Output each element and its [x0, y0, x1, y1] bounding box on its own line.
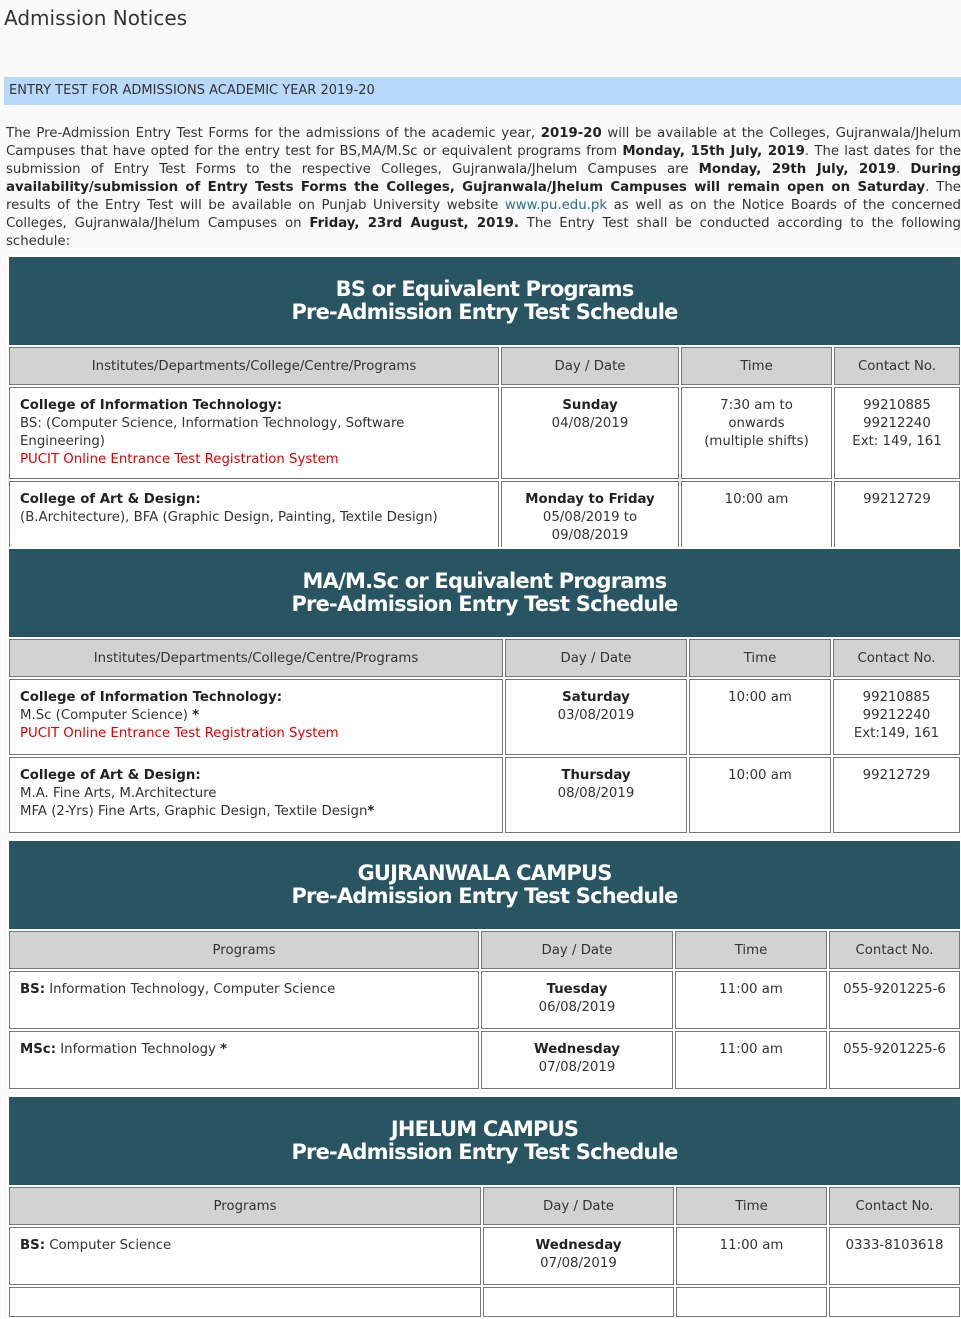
ma-table-title: [9, 549, 960, 637]
date-cell: [481, 1031, 673, 1089]
test-day: Tuesday: [546, 982, 608, 997]
institute-cell: [9, 387, 499, 479]
section-banner: ENTRY TEST FOR ADMISSIONS ACADEMIC YEAR 2019-20: [4, 77, 961, 105]
col-header-programs: Programs: [9, 931, 479, 969]
table-row: [9, 679, 960, 755]
program-list: M.Sc (Computer Science): [20, 708, 193, 723]
test-date: 06/08/2019: [538, 1000, 616, 1015]
col-header-programs: Programs: [9, 1187, 481, 1225]
contact-cell: 0333-8103618: [829, 1227, 960, 1285]
intro-bold: Friday, 23rd August, 2019.: [309, 216, 519, 231]
asterisk-mark: *: [367, 804, 375, 819]
test-day: Sunday: [562, 398, 618, 413]
date-cell: [501, 481, 679, 557]
contact-extension: Ext:149, 161: [853, 726, 940, 741]
intro-text: as well as on the Notice Boards of the concerned Colleges, Gujranwala/Jhelum Campuses on: [6, 198, 961, 231]
table-row: [9, 757, 960, 833]
bs-title-line1: BS or Equivalent Programs: [335, 277, 634, 301]
contact-cell: 055-9201225-6: [829, 971, 960, 1029]
program-list: Information Technology: [56, 1042, 221, 1057]
asterisk-mark: *: [220, 1042, 228, 1057]
test-day: Wednesday: [534, 1042, 620, 1057]
col-header-time: Time: [689, 639, 831, 677]
contact-number: 99210885: [862, 690, 931, 705]
contact-number: 99210885: [863, 398, 931, 413]
contact-cell: 99212729: [833, 757, 960, 833]
institute-cell: [9, 679, 503, 755]
gujranwala-title-line2: Pre-Admission Entry Test Schedule: [291, 884, 678, 908]
col-header-institutes: Institutes/Departments/College/Centre/Programs: [9, 347, 499, 385]
asterisk-mark: *: [192, 708, 200, 723]
contact-extension: Ext: 149, 161: [852, 434, 942, 449]
test-date: 04/08/2019: [551, 416, 629, 431]
pucit-registration-link[interactable]: PUCIT Online Entrance Test Registration System: [20, 452, 339, 467]
jhelum-table-title: [9, 1097, 960, 1185]
col-header-institutes: Institutes/Departments/College/Centre/Programs: [9, 639, 503, 677]
test-date: 03/08/2019: [557, 708, 635, 723]
time-cell: [676, 1287, 827, 1317]
ma-schedule-table: [7, 547, 961, 835]
contact-cell: 99212729: [834, 481, 960, 557]
table-row: [9, 387, 960, 479]
institute-name: College of Information Technology:: [20, 690, 283, 705]
time-cell: 10:00 am: [681, 481, 832, 557]
test-date: 07/08/2019: [538, 1060, 616, 1075]
table-row: [9, 971, 960, 1029]
col-header-time: Time: [676, 1187, 827, 1225]
ma-title-line1: MA/M.Sc or Equivalent Programs: [302, 569, 667, 593]
program-cell: [9, 971, 479, 1029]
intro-bold: During availability/submission of Entry Tests Forms the Colleges, Gujranwala/Jhelum Campuses will remain open on Saturday: [6, 162, 961, 195]
test-date: 09/08/2019: [551, 528, 629, 543]
col-header-day-date: Day / Date: [505, 639, 687, 677]
ma-title-line2: Pre-Admission Entry Test Schedule: [291, 592, 678, 616]
pucit-registration-link[interactable]: PUCIT Online Entrance Test Registration System: [20, 726, 339, 741]
intro-text: .: [895, 162, 911, 177]
test-time: (multiple shifts): [704, 434, 809, 449]
bs-table-title: [9, 257, 960, 345]
page-title: Admission Notices: [4, 6, 188, 30]
test-day: Wednesday: [535, 1238, 622, 1253]
program-level: MSc:: [20, 1042, 57, 1057]
date-cell: [483, 1287, 674, 1317]
institute-name: College of Art & Design:: [20, 768, 201, 783]
intro-text: . The results of the Entry Test will be available on Punjab University website: [6, 180, 961, 213]
col-header-contact: Contact No.: [833, 639, 960, 677]
test-date: 08/08/2019: [557, 786, 635, 801]
jhelum-schedule-table: [7, 1095, 961, 1319]
program-list: Computer Science: [45, 1238, 172, 1253]
institute-cell: [9, 757, 503, 833]
jhelum-title-line2: Pre-Admission Entry Test Schedule: [291, 1140, 678, 1164]
program-list: MFA (2-Yrs) Fine Arts, Graphic Design, Textile Design: [20, 804, 368, 819]
intro-bold: 2019-20: [540, 126, 602, 141]
time-cell: 11:00 am: [675, 1031, 827, 1089]
contact-cell: [829, 1287, 960, 1317]
gujranwala-schedule-table: [7, 839, 961, 1091]
date-cell: [505, 757, 687, 833]
intro-text: . The last dates for the submission of Entry Test Forms to the respective Colleges, Gujranwala/Jhelum Campuses are: [6, 144, 961, 177]
program-cell: [9, 1031, 479, 1089]
table-row: [9, 1227, 960, 1285]
test-date: 07/08/2019: [540, 1256, 617, 1271]
date-cell: [501, 387, 679, 479]
time-cell: 11:00 am: [675, 971, 827, 1029]
intro-bold: Monday, 29th July, 2019: [698, 162, 896, 177]
test-day: Monday to Friday: [525, 492, 655, 507]
institute-cell: [9, 481, 499, 557]
test-date: 05/08/2019 to: [542, 510, 638, 525]
time-cell: [681, 387, 832, 479]
jhelum-title-line1: JHELUM CAMPUS: [390, 1117, 579, 1141]
intro-text: The Pre-Admission Entry Test Forms for the admissions of the academic year,: [6, 126, 541, 141]
col-header-day-date: Day / Date: [501, 347, 679, 385]
pu-website-link[interactable]: www.pu.edu.pk: [504, 198, 608, 213]
program-list: (B.Architecture), BFA (Graphic Design, Painting, Textile Design): [20, 510, 438, 525]
bs-title-line2: Pre-Admission Entry Test Schedule: [291, 300, 678, 324]
date-cell: [505, 679, 687, 755]
table-row: [9, 1031, 960, 1089]
contact-cell: 055-9201225-6: [829, 1031, 960, 1089]
program-list: M.A. Fine Arts, M.Architecture: [20, 786, 217, 801]
time-cell: 11:00 am: [676, 1227, 827, 1285]
program-cell: [9, 1227, 481, 1285]
test-time: onwards: [728, 416, 785, 431]
test-day: Saturday: [562, 690, 630, 705]
col-header-day-date: Day / Date: [481, 931, 673, 969]
col-header-time: Time: [681, 347, 832, 385]
col-header-contact: Contact No.: [829, 1187, 960, 1225]
test-time: 7:30 am to: [720, 398, 793, 413]
col-header-contact: Contact No.: [834, 347, 960, 385]
institute-name: College of Art & Design:: [20, 492, 201, 507]
contact-cell: [834, 387, 960, 479]
program-level: BS:: [20, 982, 46, 997]
intro-bold: Monday, 15th July, 2019: [622, 144, 805, 159]
col-header-day-date: Day / Date: [483, 1187, 674, 1225]
program-list: Information Technology, Computer Science: [45, 982, 336, 997]
contact-number: 99212240: [863, 416, 931, 431]
col-header-time: Time: [675, 931, 827, 969]
program-list: BS: (Computer Science, Information Technology, Software Engineering): [20, 416, 405, 449]
bs-schedule-table: [7, 255, 961, 559]
contact-number: 99212240: [862, 708, 931, 723]
test-day: Thursday: [561, 768, 631, 783]
time-cell: 10:00 am: [689, 679, 831, 755]
gujranwala-table-title: [9, 841, 960, 929]
program-cell: [9, 1287, 481, 1317]
gujranwala-title-line1: GUJRANWALA CAMPUS: [357, 861, 612, 885]
institute-name: College of Information Technology:: [20, 398, 283, 413]
contact-cell: [833, 679, 960, 755]
table-row: [9, 1287, 960, 1317]
program-level: BS:: [20, 1238, 46, 1253]
table-row: [9, 481, 960, 557]
date-cell: [483, 1227, 674, 1285]
intro-text: The Entry Test shall be conducted according to the following schedule:: [6, 216, 961, 249]
intro-paragraph: [6, 125, 961, 251]
date-cell: [481, 971, 673, 1029]
col-header-contact: Contact No.: [829, 931, 960, 969]
time-cell: 10:00 am: [689, 757, 831, 833]
intro-text: will be available at the Colleges, Gujranwala/Jhelum Campuses that have opted for the entry test for BS,MA/M.Sc or equivalent programs from: [6, 126, 961, 159]
